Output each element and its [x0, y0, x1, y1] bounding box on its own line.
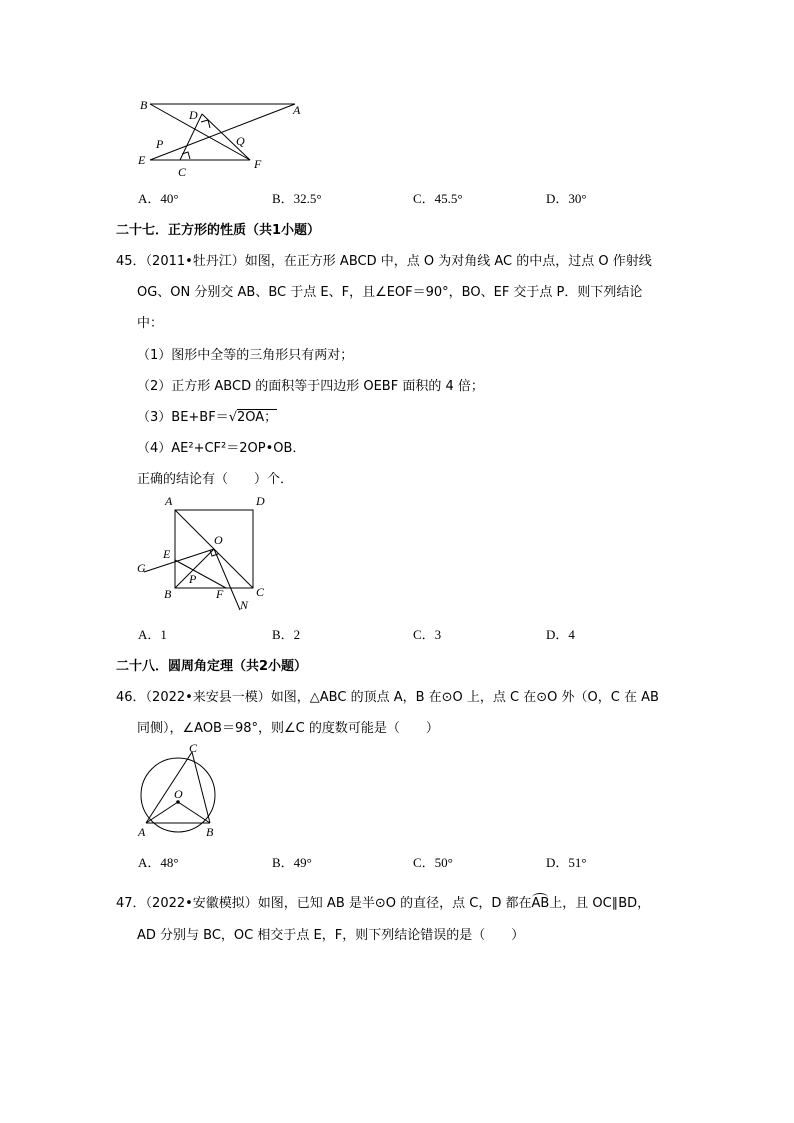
q45-item-1: （1）图形中全等的三角形只有两对； [137, 348, 354, 363]
label-A: A [138, 825, 146, 839]
label-C: C [178, 165, 187, 179]
label-F: F [216, 587, 224, 601]
q47-line1-pre: 47．（2022•安徽模拟）如图，已知 AB 是半⊙O 的直径，点 C，D 都在 [116, 896, 532, 911]
q44-option-d[interactable]: D．30° [546, 191, 587, 206]
label-Q: Q [236, 134, 245, 148]
q46-stem-line1: 46．（2022•来安县一模）如图，△ABC 的顶点 A，B 在⊙O 上，点 C 在⊙O 外（O，C 在 AB [116, 690, 659, 705]
figure-q45 [132, 492, 282, 614]
q46-stem-line2: 同侧），∠AOB＝98°，则∠C 的度数可能是（ ） [137, 721, 439, 736]
q45-item-3 [137, 406, 277, 425]
q46-option-d[interactable]: D．51° [546, 855, 587, 870]
q45-stem-line3: 中： [137, 316, 164, 331]
q47-stem-line1 [116, 892, 650, 911]
q44-option-b[interactable]: B．32.5° [272, 191, 322, 206]
label-B: B [140, 98, 148, 112]
figure-q46 [132, 740, 232, 842]
label-D: D [189, 108, 198, 122]
label-D: D [256, 494, 265, 508]
label-E: E [138, 153, 146, 167]
label-C: C [189, 741, 198, 755]
q45-option-d[interactable]: D．4 [546, 627, 575, 642]
label-C: C [256, 585, 265, 599]
q45-option-a[interactable]: A．1 [138, 627, 167, 642]
label-O: O [174, 787, 183, 801]
section-heading-27: 二十七．正方形的性质（共1小题） [116, 223, 321, 238]
q45-stem-line2: OG、ON 分别交 AB、BC 于点 E、F，且∠EOF＝90°，BO、EF 交于点 P．则下列结论 [137, 285, 643, 300]
arc-ab: AB [531, 896, 550, 911]
label-N: N [240, 598, 249, 612]
q45-option-b[interactable]: B．2 [272, 627, 301, 642]
q44-option-c[interactable]: C．45.5° [413, 191, 463, 206]
q45-prompt: 正确的结论有（ ）个． [137, 472, 294, 487]
figure-q44 [130, 92, 310, 182]
label-A: A [293, 103, 301, 117]
label-F: F [254, 157, 262, 171]
label-G: G [137, 561, 146, 575]
q44-option-a[interactable]: A．40° [138, 191, 179, 206]
label-P: P [156, 137, 164, 151]
label-A: A [165, 494, 173, 508]
q45-item-3-pre: （3）BE+BF＝ [137, 410, 229, 425]
q46-option-a[interactable]: A．48° [138, 855, 179, 870]
q46-option-c[interactable]: C．50° [413, 855, 453, 870]
q45-stem-line1: 45．（2011•牡丹江）如图，在正方形 ABCD 中，点 O 为对角线 AC 的中点，过点 O 作射线 [116, 254, 652, 269]
q47-stem-line2: AD 分别与 BC，OC 相交于点 E，F，则下列结论错误的是（ ） [137, 928, 525, 943]
label-B: B [164, 587, 172, 601]
q47-line1-post: 上，且 OC∥BD， [549, 896, 651, 911]
q45-item-2: （2）正方形 ABCD 的面积等于四边形 OEBF 面积的 4 倍； [137, 379, 484, 394]
q45-item-4: （4）AE²+CF²＝2OP•OB． [137, 441, 306, 456]
label-P: P [189, 572, 197, 586]
label-B: B [206, 825, 214, 839]
section-heading-28: 二十八．圆周角定理（共2小题） [116, 659, 308, 674]
q45-item-3-post: 2OA； [237, 410, 278, 425]
label-O: O [214, 533, 223, 547]
sqrt-symbol: √ [228, 410, 237, 425]
q45-option-c[interactable]: C．3 [413, 627, 442, 642]
label-E: E [163, 547, 171, 561]
q46-option-b[interactable]: B．49° [272, 855, 312, 870]
